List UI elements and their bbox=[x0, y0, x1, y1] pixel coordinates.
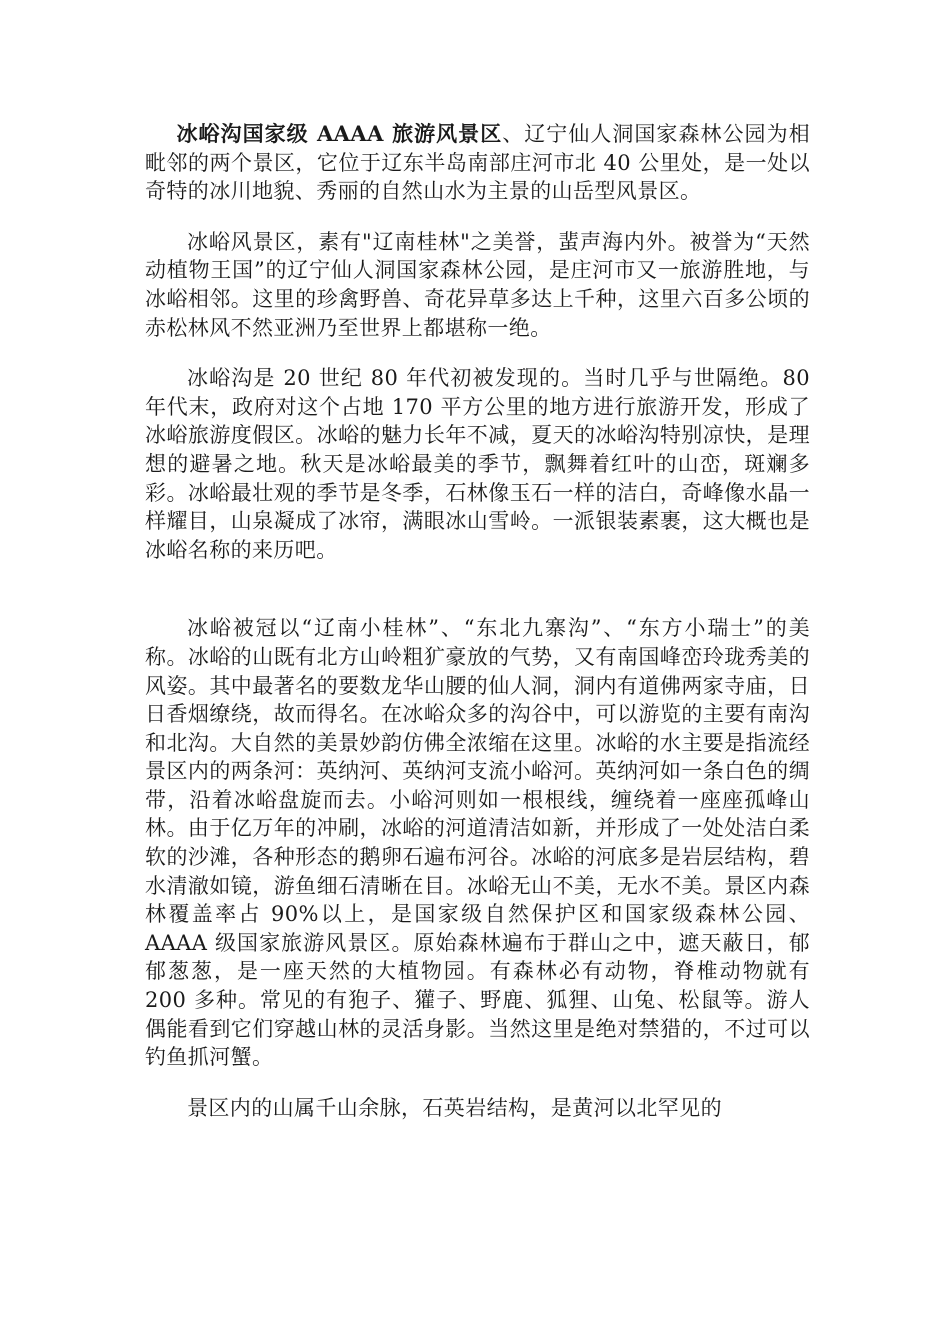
paragraph-history: 冰峪沟是 20 世纪 80 年代初被发现的。当时几乎与世隔绝。80 年代末，政府对这个占地 170 平方公里的地方进行旅游开发，形成了冰峪旅游度假区。冰峪的魅力长年不减，夏天的冰峪沟特别凉快，是理想的避暑之地。秋天是冰峪最美的季节，飘舞着红叶的山峦，斑斓多彩。冰峪最壮观的季节是冬季，石林像玉石一样的洁白，奇峰像水晶一样耀目，山泉凝成了冰帘，满眼冰山雪岭。一派银装素裹，这大概也是冰峪名称的来历吧。 bbox=[145, 366, 810, 562]
paragraph-mountains: 景区内的山属千山余脉，石英岩结构，是黄河以北罕见的 bbox=[187, 1095, 722, 1120]
paragraph-reputation: 冰峪风景区，素有"辽南桂林"之美誉，蜚声海内外。被誉为“天然动植物王国”的辽宁仙人洞国家森林公园，是庄河市又一旅游胜地，与冰峪相邻。这里的珍禽野兽、奇花异草多达上千种，这里六百多公顷的赤松林风不然亚洲乃至世界上都堪称一绝。 bbox=[145, 229, 810, 340]
paragraph-intro-text: 、辽宁仙人洞国家森林公园为相毗邻的两个景区，它位于辽东半岛南部庄河市北 40 公里处，是一处以奇特的冰川地貌、秀丽的自然山水为主景的山岳型风景区。 bbox=[145, 122, 810, 204]
scenic-area-title: 冰峪沟国家级 AAAA 旅游风景区 bbox=[176, 121, 503, 146]
paragraph-landscape: 冰峪被冠以“辽南小桂林”、“东北九寨沟”、“东方小瑞士”的美称。冰峪的山既有北方山岭粗犷豪放的气势，又有南国峰峦玲珑秀美的风姿。其中最著名的要数龙华山腰的仙人洞，洞内有道佛两家寺庙，日日香烟缭绕，故而得名。在冰峪众多的沟谷中，可以游览的主要有南沟和北沟。大自然的美景妙韵仿佛全浓缩在这里。冰峪的水主要是指流经景区内的两条河：英纳河、英纳河支流小峪河。英纳河如一条白色的绸带，沿着冰峪盘旋而去。小峪河则如一根根线，缠绕着一座座孤峰山林。由于亿万年的冲刷，冰峪的河道清洁如新，并形成了一处处洁白柔软的沙滩，各种形态的鹅卵石遍布河谷。冰峪的河底多是岩层结构，碧水清澈如镜，游鱼细石清晰在目。冰峪无山不美，无水不美。景区内森林覆盖率占 90%以上，是国家级自然保护区和国家级森林公园、AAAA 级国家旅游风景区。原始森林遍布于群山之中，遮天蔽日，郁郁葱葱，是一座天然的大植物园。有森林必有动物，脊椎动物就有 200 多种。常见的有狍子、獾子、野鹿、狐狸、山兔、松鼠等。游人偶能看到它们穿越山林的灵活身影。当然这里是绝对禁猎的，不过可以钓鱼抓河蟹。 bbox=[145, 616, 810, 1070]
document-page bbox=[145, 120, 810, 1122]
paragraph-intro bbox=[145, 120, 810, 206]
